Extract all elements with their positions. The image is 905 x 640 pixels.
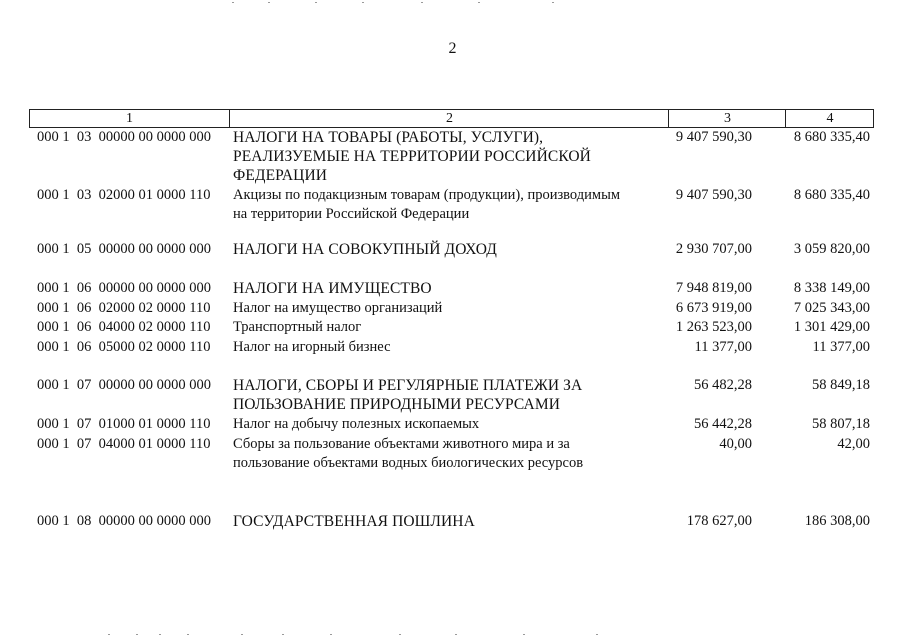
- scan-specks-bottom: [0, 634, 905, 640]
- row-name: Транспортный налог: [233, 319, 362, 335]
- row-name: Налог на добычу полезных ископаемых: [233, 416, 480, 432]
- budget-code: 000 1 08 00000 00 0000 000: [37, 513, 211, 529]
- value-col-3: 11 377,00: [694, 339, 752, 355]
- value-col-3: 9 407 590,30: [675, 187, 752, 203]
- budget-code: 000 1 07 00000 00 0000 000: [37, 377, 211, 393]
- value-col-4: 42,00: [837, 436, 870, 452]
- value-col-3: 2 930 707,00: [675, 241, 752, 257]
- column-header-1: 1: [126, 111, 133, 126]
- row-name: Налог на имущество организаций: [233, 300, 443, 316]
- row-name: НАЛОГИ НА СОВОКУПНЫЙ ДОХОД: [233, 241, 497, 258]
- row-name: Сборы за пользование объектами животного мира и за пользование объектами водных биологических ресурсов: [233, 436, 584, 471]
- value-col-4: 3 059 820,00: [793, 241, 870, 257]
- value-col-4: 8 680 335,40: [793, 187, 870, 203]
- column-header-3: 3: [668, 110, 786, 127]
- value-col-4: 11 377,00: [812, 339, 870, 355]
- value-col-4: 7 025 343,00: [793, 300, 870, 316]
- row-name: НАЛОГИ НА ИМУЩЕСТВО: [233, 280, 432, 297]
- value-col-3: 40,00: [719, 436, 752, 452]
- column-header-2: 2: [229, 110, 669, 127]
- budget-code: 000 1 03 02000 01 0000 110: [37, 187, 211, 203]
- row-name: Акцизы по подакцизным товарам (продукции), производимым на территории Российской Федерации: [233, 187, 620, 222]
- value-col-4: 8 338 149,00: [793, 280, 870, 296]
- row-name: НАЛОГИ НА ТОВАРЫ (РАБОТЫ, УСЛУГИ), РЕАЛИЗУЕМЫЕ НА ТЕРРИТОРИИ РОССИЙСКОЙ ФЕДЕРАЦИИ: [233, 129, 591, 184]
- row-name: Налог на игорный бизнес: [233, 339, 391, 355]
- row-name: НАЛОГИ, СБОРЫ И РЕГУЛЯРНЫЕ ПЛАТЕЖИ ЗА ПОЛЬЗОВАНИЕ ПРИРОДНЫМИ РЕСУРСАМИ: [233, 377, 583, 413]
- value-col-3: 56 442,28: [694, 416, 752, 432]
- column-header-4: 4: [785, 110, 874, 127]
- value-col-4: 58 807,18: [812, 416, 870, 432]
- budget-code: 000 1 07 04000 01 0000 110: [37, 436, 211, 452]
- value-col-3: 7 948 819,00: [675, 280, 752, 296]
- scan-specks-top: [0, 2, 905, 8]
- budget-code: 000 1 06 00000 00 0000 000: [37, 280, 211, 296]
- value-col-4: 186 308,00: [804, 513, 870, 529]
- budget-code: 000 1 06 04000 02 0000 110: [37, 319, 211, 335]
- page-number: 2: [448, 40, 457, 57]
- table-header: [29, 109, 874, 128]
- row-name: ГОСУДАРСТВЕННАЯ ПОШЛИНА: [233, 513, 475, 530]
- value-col-4: 8 680 335,40: [793, 129, 870, 145]
- value-col-4: 58 849,18: [812, 377, 870, 393]
- value-col-3: 1 263 523,00: [675, 319, 752, 335]
- value-col-3: 178 627,00: [686, 513, 752, 529]
- budget-code: 000 1 07 01000 01 0000 110: [37, 416, 211, 432]
- budget-code: 000 1 06 02000 02 0000 110: [37, 300, 211, 316]
- budget-code: 000 1 05 00000 00 0000 000: [37, 241, 211, 257]
- budget-code: 000 1 03 00000 00 0000 000: [37, 129, 211, 145]
- budget-code: 000 1 06 05000 02 0000 110: [37, 339, 211, 355]
- value-col-3: 6 673 919,00: [675, 300, 752, 316]
- value-col-4: 1 301 429,00: [793, 319, 870, 335]
- value-col-3: 9 407 590,30: [675, 129, 752, 145]
- value-col-3: 56 482,28: [694, 377, 752, 393]
